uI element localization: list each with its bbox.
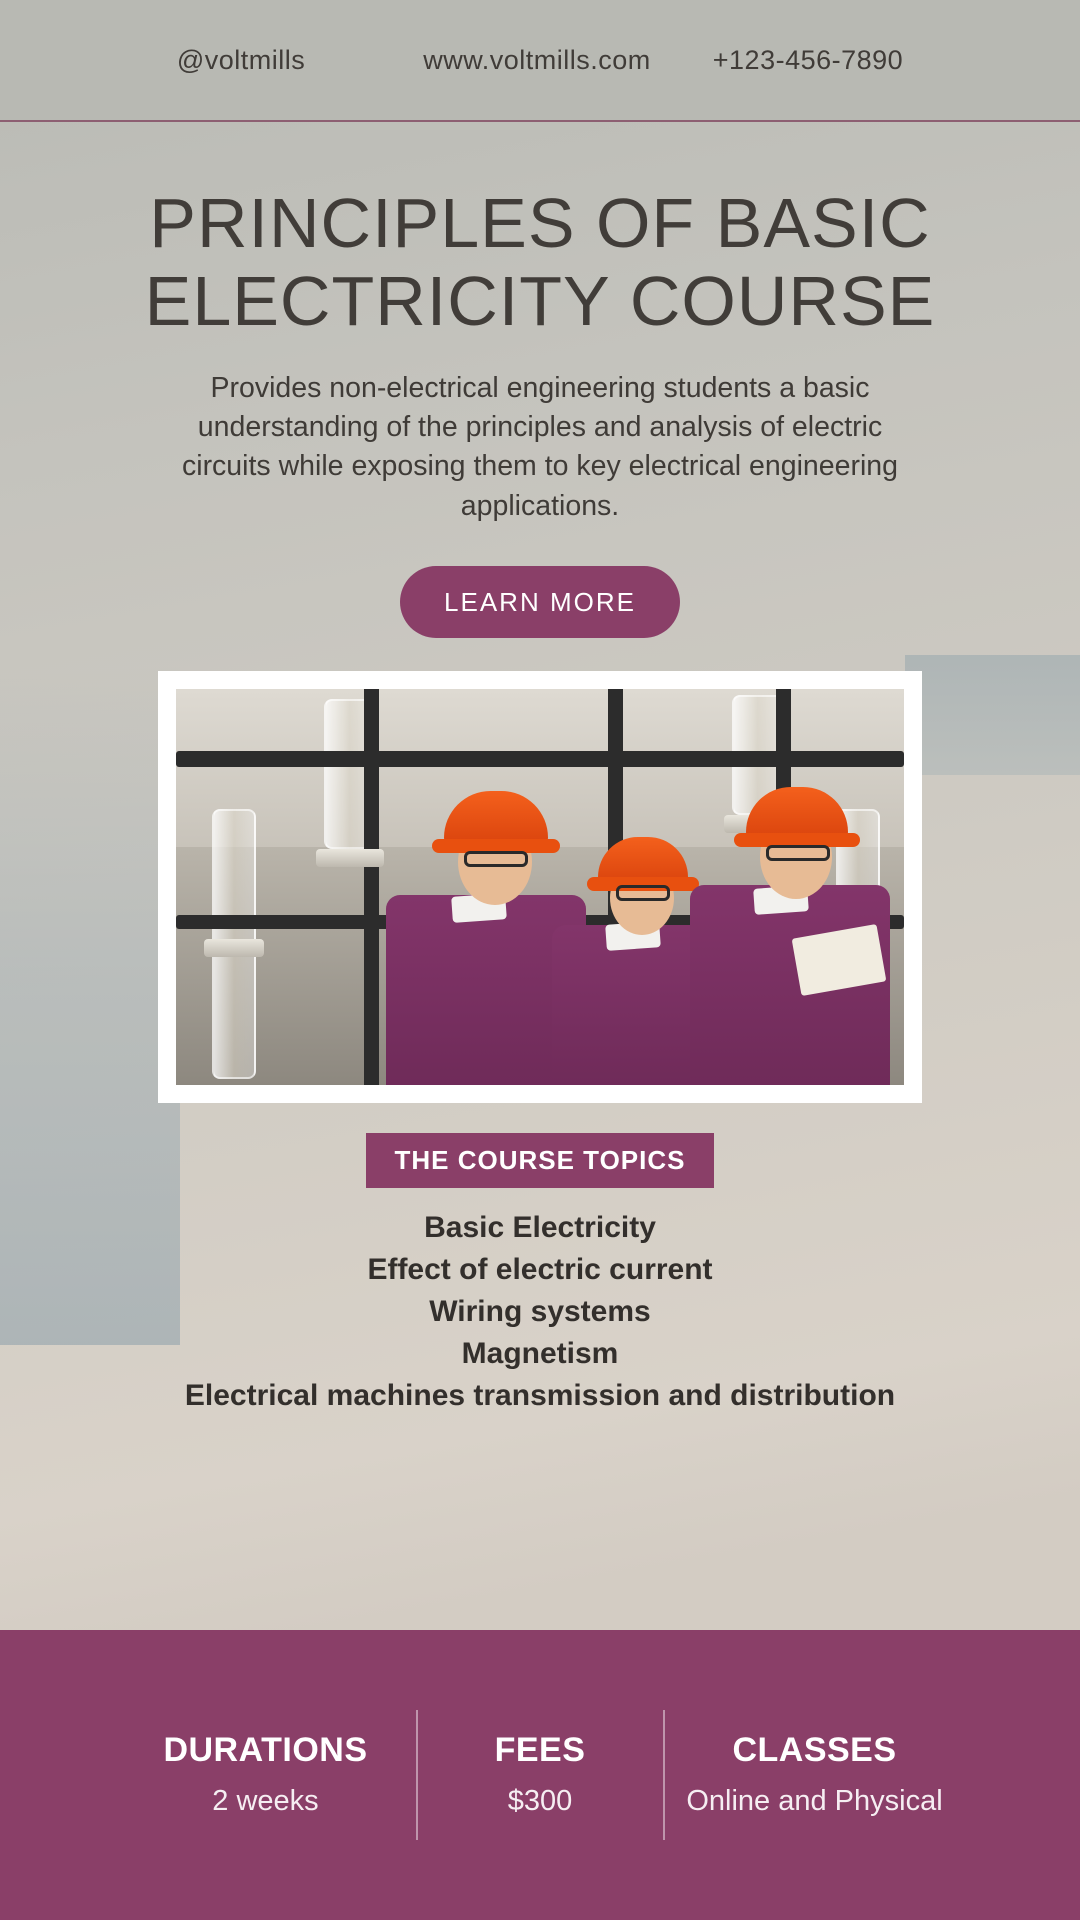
footer-column-classes xyxy=(665,1731,965,1819)
topics-section xyxy=(60,1103,1020,1414)
hard-hat-icon xyxy=(746,787,848,841)
topics-list xyxy=(60,1210,1020,1414)
glasses-icon xyxy=(464,851,528,867)
cta-container xyxy=(60,566,1020,638)
footer-details-bar xyxy=(0,1630,1080,1920)
list-item: Electrical machines transmission and distribution xyxy=(184,1379,896,1413)
hard-hat-icon xyxy=(598,837,688,885)
topics-badge: THE COURSE TOPICS xyxy=(366,1133,713,1188)
pipe-flange xyxy=(204,939,264,957)
social-handle[interactable]: @voltmills xyxy=(176,44,306,75)
learn-more-button[interactable]: LEARN MORE xyxy=(400,566,680,638)
main-content xyxy=(0,184,1080,1414)
list-item: Basic Electricity xyxy=(424,1211,656,1245)
hard-hat-icon xyxy=(444,791,548,847)
course-photo xyxy=(176,689,904,1085)
page-title: PRINCIPLES OF BASIC ELECTRICITY COURSE xyxy=(144,184,936,341)
footer-value: 2 weeks xyxy=(212,1784,319,1817)
list-item: Effect of electric current xyxy=(367,1253,713,1287)
website-url[interactable]: www.voltmills.com xyxy=(423,44,651,75)
student-figure xyxy=(676,785,904,1085)
footer-heading: DURATIONS xyxy=(163,1730,368,1769)
footer-heading: CLASSES xyxy=(732,1730,897,1769)
phone-number[interactable]: +123-456-7890 xyxy=(712,44,904,75)
glasses-icon xyxy=(616,885,670,901)
glasses-icon xyxy=(766,845,830,861)
footer-value: $300 xyxy=(507,1784,573,1817)
list-item: Wiring systems xyxy=(429,1295,651,1329)
course-photo-frame xyxy=(158,671,922,1103)
pipe-flange xyxy=(316,849,384,867)
footer-column-fees xyxy=(418,1731,663,1819)
footer-column-durations xyxy=(116,1731,416,1819)
list-item: Magnetism xyxy=(461,1337,619,1371)
footer-heading: FEES xyxy=(494,1730,586,1769)
pipe-horizontal xyxy=(176,751,904,767)
course-description: Provides non-electrical engineering students a basic understanding of the principles and analysis of electric circuits while exposing them to key electrical engineering applications. xyxy=(181,371,899,522)
footer-value: Online and Physical xyxy=(686,1784,943,1817)
contact-bar xyxy=(0,0,1080,122)
